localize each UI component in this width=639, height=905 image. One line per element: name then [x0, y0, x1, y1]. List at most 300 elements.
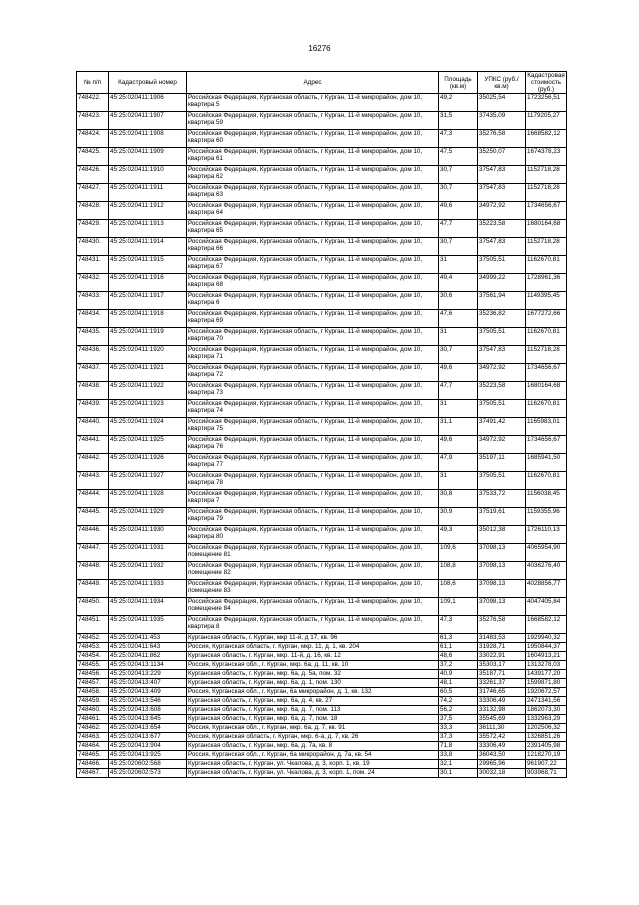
- table-row: [77, 544, 567, 562]
- address: Российская Федерация, Курганская область, г Курган, 11-й микрорайон, дом 10, квартира 60: [187, 130, 439, 148]
- cadastral-number: 45:25:020413:608: [109, 706, 187, 715]
- row-number: 748429.: [77, 220, 109, 238]
- upks: 37505,51: [478, 472, 526, 490]
- cadastral-value: 4028856,77: [526, 580, 567, 598]
- address: Россия, Курганская обл., г. Курган, 6а микрорайон, д. 1, кв. 132: [187, 688, 439, 697]
- cadastral-value: 1599871,80: [526, 679, 567, 688]
- cadastral-value: 1326851,26: [526, 733, 567, 742]
- row-number: 748441.: [77, 436, 109, 454]
- row-number: 748462.: [77, 724, 109, 733]
- table-row: [77, 238, 567, 256]
- row-number: 748434.: [77, 310, 109, 328]
- row-number: 748424.: [77, 130, 109, 148]
- address: Россия, Курганская обл., г. Курган, мкр. 6а, д. 11, кв. 10: [187, 661, 439, 670]
- area: 47,3: [439, 130, 478, 148]
- upks: 33306,49: [478, 742, 526, 751]
- address: Россия, Курганская область, г. Курган, мкр. 11, д. 1, кв. 204: [187, 643, 439, 652]
- area: 32,1: [439, 760, 478, 769]
- upks: 37505,51: [478, 400, 526, 418]
- area: 47,7: [439, 382, 478, 400]
- area: 47,5: [439, 148, 478, 166]
- address: Российская Федерация, Курганская область, г Курган, 11-й микрорайон, дом 10, квартира 66: [187, 238, 439, 256]
- cadastral-value: 903968,71: [526, 769, 567, 778]
- upks: 37098,13: [478, 544, 526, 562]
- area: 30,7: [439, 238, 478, 256]
- upks: 35276,58: [478, 130, 526, 148]
- row-number: 748427.: [77, 184, 109, 202]
- area: 30,7: [439, 346, 478, 364]
- upks: 37533,72: [478, 490, 526, 508]
- upks: 36043,50: [478, 751, 526, 760]
- cadastral-value: 1726110,13: [526, 526, 567, 544]
- col-header-area: Площадь (кв.м): [439, 72, 478, 94]
- address: Курганская область, г. Курган, мкр. 6а, д. 7а, кв. 8: [187, 742, 439, 751]
- row-number: 748448.: [77, 562, 109, 580]
- upks: 34972,92: [478, 436, 526, 454]
- row-number: 748457.: [77, 679, 109, 688]
- address: Российская Федерация, Курганская область, г Курган, 11-й микрорайон, дом 10, квартира 70: [187, 328, 439, 346]
- address: Российская Федерация, Курганская область, г Курган, 11-й микрорайон, дом 10, квартира 67: [187, 256, 439, 274]
- cadastral-value: 1313278,03: [526, 661, 567, 670]
- address: Российская Федерация, Курганская область, г Курган, 11-й микрорайон, дом 10, квартира 77: [187, 454, 439, 472]
- upks: 35276,58: [478, 616, 526, 634]
- area: 31,5: [439, 112, 478, 130]
- cadastral-number: 45:25:020413:645: [109, 715, 187, 724]
- address: Курганская область, г. Курган, ул. Чкалова, д. 3, корп. 1, кв. 19: [187, 760, 439, 769]
- row-number: 748423.: [77, 112, 109, 130]
- table-row: [77, 580, 567, 598]
- row-number: 748428.: [77, 202, 109, 220]
- table-row: [77, 652, 567, 661]
- row-number: 748447.: [77, 544, 109, 562]
- row-number: 748442.: [77, 454, 109, 472]
- row-number: 748455.: [77, 661, 109, 670]
- upks: 33132,98: [478, 706, 526, 715]
- cadastral-number: 45:25:020411:1927: [109, 472, 187, 490]
- cadastral-number: 45:25:020411:453: [109, 634, 187, 643]
- address: Российская Федерация, Курганская область, г Курган, 11-й микрорайон, дом 10, квартира 59: [187, 112, 439, 130]
- table-row: [77, 472, 567, 490]
- upks: 29965,96: [478, 760, 526, 769]
- address: Российская Федерация, Курганская область, г Курган, 11-й микрорайон, дом 10, помещение 82: [187, 562, 439, 580]
- area: 40,9: [439, 670, 478, 679]
- row-number: 748438.: [77, 382, 109, 400]
- row-number: 748437.: [77, 364, 109, 382]
- table-row: [77, 166, 567, 184]
- cadastral-value: 1668582,12: [526, 130, 567, 148]
- cadastral-number: 45:25:020413:677: [109, 733, 187, 742]
- cadastral-number: 45:25:020411:1935: [109, 616, 187, 634]
- area: 47,3: [439, 616, 478, 634]
- upks: 33261,37: [478, 679, 526, 688]
- cadastral-number: 45:25:020411:643: [109, 643, 187, 652]
- row-number: 748464.: [77, 742, 109, 751]
- row-number: 748450.: [77, 598, 109, 616]
- upks: 35187,71: [478, 670, 526, 679]
- cadastral-value: 1680164,68: [526, 382, 567, 400]
- address: Российская Федерация, Курганская область, г Курган, 11-й микрорайон, дом 10, квартира 68: [187, 274, 439, 292]
- address: Российская Федерация, Курганская область, г Курган, 11-й микрорайон, дом 10, квартира 80: [187, 526, 439, 544]
- table-header-row: [77, 72, 567, 94]
- row-number: 748452.: [77, 634, 109, 643]
- row-number: 748439.: [77, 400, 109, 418]
- cadastral-value: 1159355,96: [526, 508, 567, 526]
- address: Российская Федерация, Курганская область, г Курган, 11-й микрорайон, дом 10, квартира 63: [187, 184, 439, 202]
- upks: 37519,61: [478, 508, 526, 526]
- cadastral-value: 1162670,81: [526, 400, 567, 418]
- row-number: 748445.: [77, 508, 109, 526]
- upks: 37547,83: [478, 166, 526, 184]
- area: 31: [439, 472, 478, 490]
- cadastral-number: 45:25:020411:1928: [109, 490, 187, 508]
- cadastral-value: 1162670,81: [526, 472, 567, 490]
- table-row: [77, 220, 567, 238]
- cadastral-value: 1152718,28: [526, 346, 567, 364]
- cadastral-number: 45:25:020411:1926: [109, 454, 187, 472]
- address: Российская Федерация, Курганская область, г Курган, 11-й микрорайон, дом 10, квартира 6: [187, 292, 439, 310]
- row-number: 748449.: [77, 580, 109, 598]
- table-row: [77, 130, 567, 148]
- upks: 35236,82: [478, 310, 526, 328]
- cadastral-value: 4065954,90: [526, 544, 567, 562]
- upks: 31483,53: [478, 634, 526, 643]
- col-header-number: № п/п: [77, 72, 109, 94]
- upks: 37547,83: [478, 238, 526, 256]
- address: Российская Федерация, Курганская область, г Курган, 11-й микрорайон, дом 10, квартира 74: [187, 400, 439, 418]
- table-row: [77, 112, 567, 130]
- table-row: [77, 724, 567, 733]
- table-row: [77, 94, 567, 112]
- cadastral-value: 1728961,36: [526, 274, 567, 292]
- row-number: 748426.: [77, 166, 109, 184]
- address: Российская Федерация, Курганская область, г Курган, 11-й микрорайон, дом 10, квартира 79: [187, 508, 439, 526]
- address: Курганская область, г. Курган, мкр 11-й, д 17, кв. 96: [187, 634, 439, 643]
- address: Курганская область, г. Курган, мкр. 6а, д. 7, пом. 113: [187, 706, 439, 715]
- row-number: 748465.: [77, 751, 109, 760]
- row-number: 748433.: [77, 292, 109, 310]
- cadastral-number: 45:25:020413:925: [109, 751, 187, 760]
- address: Российская Федерация, Курганская область, г Курган, 11-й микрорайон, дом 10, квартира 62: [187, 166, 439, 184]
- col-header-upks: УПКС (руб./кв.м): [478, 72, 526, 94]
- upks: 37491,42: [478, 418, 526, 436]
- cadastral-value: 2471341,56: [526, 697, 567, 706]
- row-number: 748432.: [77, 274, 109, 292]
- row-number: 748430.: [77, 238, 109, 256]
- cadastral-value: 1439177,20: [526, 670, 567, 679]
- cadastral-value: 1202506,32: [526, 724, 567, 733]
- cadastral-value: 4036276,40: [526, 562, 567, 580]
- upks: 37547,83: [478, 184, 526, 202]
- cadastral-number: 45:25:020411:1921: [109, 364, 187, 382]
- cadastral-number: 45:25:020411:1913: [109, 220, 187, 238]
- cadastral-value: 1162670,81: [526, 256, 567, 274]
- upks: 34972,92: [478, 202, 526, 220]
- table-row: [77, 202, 567, 220]
- cadastral-number: 45:25:020411:1931: [109, 544, 187, 562]
- table-row: [77, 706, 567, 715]
- area: 49,6: [439, 436, 478, 454]
- address: Российская Федерация, Курганская область, г Курган, 11-й микрорайон, дом 10, квартира 7: [187, 490, 439, 508]
- address: Россия, Курганская обл., г. Курган, 6а микрорайон, д. 7а, кв. 54: [187, 751, 439, 760]
- cadastral-number: 45:25:020411:1923: [109, 400, 187, 418]
- area: 37,5: [439, 715, 478, 724]
- area: 31: [439, 328, 478, 346]
- upks: 37098,13: [478, 562, 526, 580]
- cadastral-number: 45:25:020413:546: [109, 697, 187, 706]
- table-row: [77, 751, 567, 760]
- address: Российская Федерация, Курганская область, г Курган, 11-й микрорайон, дом 10, квартира 61: [187, 148, 439, 166]
- table-row: [77, 688, 567, 697]
- upks: 36111,30: [478, 724, 526, 733]
- upks: 33022,91: [478, 652, 526, 661]
- cadastral-number: 45:25:020411:1925: [109, 436, 187, 454]
- area: 47,9: [439, 454, 478, 472]
- upks: 31928,71: [478, 643, 526, 652]
- table-row: [77, 490, 567, 508]
- address: Российская Федерация, Курганская область, г Курган, 11-й микрорайон, дом 10, квартира 78: [187, 472, 439, 490]
- upks: 37561,94: [478, 292, 526, 310]
- table-row: [77, 310, 567, 328]
- cadastral-value: 1723256,51: [526, 94, 567, 112]
- upks: 37098,13: [478, 580, 526, 598]
- row-number: 748453.: [77, 643, 109, 652]
- cadastral-value: 1674378,23: [526, 148, 567, 166]
- row-number: 748431.: [77, 256, 109, 274]
- cadastral-value: 1929940,32: [526, 634, 567, 643]
- cadastral-number: 45:25:020411:1915: [109, 256, 187, 274]
- address: Российская Федерация, Курганская область, г Курган, 11-й микрорайон, дом 10, квартира 5: [187, 94, 439, 112]
- address: Российская Федерация, Курганская область, г Курган, 11-й микрорайон, дом 10, квартира 75: [187, 418, 439, 436]
- cadastral-value: 1152718,28: [526, 184, 567, 202]
- cadastral-value: 1677272,66: [526, 310, 567, 328]
- table-row: [77, 634, 567, 643]
- row-number: 748440.: [77, 418, 109, 436]
- upks: 35223,58: [478, 220, 526, 238]
- table-row: [77, 148, 567, 166]
- row-number: 748446.: [77, 526, 109, 544]
- row-number: 748467.: [77, 769, 109, 778]
- area: 31: [439, 400, 478, 418]
- upks: 37547,83: [478, 346, 526, 364]
- cadastral-number: 45:25:020411:1919: [109, 328, 187, 346]
- area: 30,9: [439, 508, 478, 526]
- address: Россия, Курганская обл., г. Курган, мкр. 6а, д. 7, кв. 91: [187, 724, 439, 733]
- upks: 35303,17: [478, 661, 526, 670]
- address: Курганская область, г. Курган, мкр. 11-й, д. 16, кв. 12: [187, 652, 439, 661]
- table-row: [77, 679, 567, 688]
- area: 33,3: [439, 724, 478, 733]
- cadastral-value: 1332963,29: [526, 715, 567, 724]
- upks: 33306,49: [478, 697, 526, 706]
- area: 61,3: [439, 634, 478, 643]
- cadastral-number: 45:25:020411:1918: [109, 310, 187, 328]
- area: 37,3: [439, 733, 478, 742]
- cadastral-value: 1734656,67: [526, 364, 567, 382]
- area: 108,6: [439, 580, 478, 598]
- cadastral-number: 45:25:020602:573: [109, 769, 187, 778]
- cadastral-number: 45:25:020411:1924: [109, 418, 187, 436]
- row-number: 748466.: [77, 760, 109, 769]
- cadastral-number: 45:25:020413:409: [109, 688, 187, 697]
- table-row: [77, 715, 567, 724]
- col-header-cadastral: Кадастровый номер: [109, 72, 187, 94]
- row-number: 748454.: [77, 652, 109, 661]
- area: 31: [439, 256, 478, 274]
- address: Российская Федерация, Курганская область, г Курган, 11-й микрорайон, дом 10, помещение 83: [187, 580, 439, 598]
- cadastral-value: 1685941,50: [526, 454, 567, 472]
- page-number: 16276: [308, 44, 331, 53]
- table-row: [77, 562, 567, 580]
- cadastral-number: 45:25:020411:1910: [109, 166, 187, 184]
- area: 49,2: [439, 94, 478, 112]
- row-number: 748435.: [77, 328, 109, 346]
- row-number: 748436.: [77, 346, 109, 364]
- table-row: [77, 733, 567, 742]
- cadastral-number: 45:25:020411:1920: [109, 346, 187, 364]
- table-row: [77, 418, 567, 436]
- cadastral-value: 1156038,45: [526, 490, 567, 508]
- area: 30,7: [439, 184, 478, 202]
- table-row: [77, 274, 567, 292]
- area: 47,7: [439, 220, 478, 238]
- cadastral-number: 45:25:020602:568: [109, 760, 187, 769]
- cadastral-value: 1950844,37: [526, 643, 567, 652]
- cadastral-value: 4047405,84: [526, 598, 567, 616]
- area: 56,2: [439, 706, 478, 715]
- table-row: [77, 742, 567, 751]
- row-number: 748444.: [77, 490, 109, 508]
- cadastral-value: 1734656,67: [526, 202, 567, 220]
- address: Курганская область, г. Курган, мкр. 6а, д. 5а, пом. 32: [187, 670, 439, 679]
- address: Российская Федерация, Курганская область, г Курган, 11-й микрорайон, дом 10, квартира 72: [187, 364, 439, 382]
- cadastral-number: 45:25:020411:1929: [109, 508, 187, 526]
- cadastral-number: 45:25:020411:1934: [109, 598, 187, 616]
- table-row: [77, 346, 567, 364]
- area: 74,2: [439, 697, 478, 706]
- cadastral-number: 45:25:020411:1932: [109, 562, 187, 580]
- area: 33,8: [439, 751, 478, 760]
- area: 48,1: [439, 679, 478, 688]
- cadastral-number: 45:25:020411:1909: [109, 148, 187, 166]
- cadastral-value: 1149395,45: [526, 292, 567, 310]
- upks: 37435,09: [478, 112, 526, 130]
- table-row: [77, 760, 567, 769]
- address: Курганская область, г. Курган, мкр. 6а, д. 7, пом. 18: [187, 715, 439, 724]
- area: 71,8: [439, 742, 478, 751]
- address: Россия, Курганская область, г. Курган, мкр. 6-а, д. 7, кв. 26: [187, 733, 439, 742]
- address: Российская Федерация, Курганская область, г Курган, 11-й микрорайон, дом 10, квартира 69: [187, 310, 439, 328]
- address: Российская Федерация, Курганская область, г Курган, 11-й микрорайон, дом 10, квартира 8: [187, 616, 439, 634]
- table-row: [77, 328, 567, 346]
- address: Российская Федерация, Курганская область, г Курган, 11-й микрорайон, дом 10, квартира 73: [187, 382, 439, 400]
- row-number: 748443.: [77, 472, 109, 490]
- table-row: [77, 508, 567, 526]
- upks: 34972,92: [478, 364, 526, 382]
- cadastral-number: 45:25:020413:654: [109, 724, 187, 733]
- upks: 35223,58: [478, 382, 526, 400]
- upks: 37505,51: [478, 256, 526, 274]
- area: 109,1: [439, 598, 478, 616]
- row-number: 748458.: [77, 688, 109, 697]
- area: 49,6: [439, 364, 478, 382]
- table-row: [77, 454, 567, 472]
- address: Курганская область, г. Курган, мкр. 6а, д. 4, кв. 27: [187, 697, 439, 706]
- cadastral-number: 45:25:020411:1912: [109, 202, 187, 220]
- upks: 30032,18: [478, 769, 526, 778]
- address: Российская Федерация, Курганская область, г Курган, 11-й микрорайон, дом 10, квартира 76: [187, 436, 439, 454]
- address: Российская Федерация, Курганская область, г Курган, 11-й микрорайон, дом 10, квартира 64: [187, 202, 439, 220]
- cadastral-number: 45:25:020411:1922: [109, 382, 187, 400]
- area: 109,6: [439, 544, 478, 562]
- upks: 31746,65: [478, 688, 526, 697]
- table-row: [77, 769, 567, 778]
- cadastral-value: 1734656,67: [526, 436, 567, 454]
- cadastral-number: 45:25:020411:1911: [109, 184, 187, 202]
- area: 108,8: [439, 562, 478, 580]
- upks: 35025,54: [478, 94, 526, 112]
- area: 49,4: [439, 274, 478, 292]
- row-number: 748459.: [77, 697, 109, 706]
- area: 30,8: [439, 490, 478, 508]
- table-row: [77, 697, 567, 706]
- cadastral-value: 1680164,68: [526, 220, 567, 238]
- cadastral-number: 45:25:020411:862: [109, 652, 187, 661]
- cadastral-value: 1668582,12: [526, 616, 567, 634]
- address: Курганская область, г. Курган, ул. Чкалова, д. 3, корп. 1, пом. 24: [187, 769, 439, 778]
- col-header-address: Адрес: [187, 72, 439, 94]
- table-row: [77, 436, 567, 454]
- upks: 34999,22: [478, 274, 526, 292]
- area: 30,1: [439, 769, 478, 778]
- row-number: 748456.: [77, 670, 109, 679]
- row-number: 748422.: [77, 94, 109, 112]
- cadastral-value: 1152718,28: [526, 166, 567, 184]
- cadastral-number: 45:25:020413:229: [109, 670, 187, 679]
- row-number: 748463.: [77, 733, 109, 742]
- upks: 35545,69: [478, 715, 526, 724]
- area: 47,6: [439, 310, 478, 328]
- cadastral-value: 1152718,28: [526, 238, 567, 256]
- cadastral-number: 45:25:020413:904: [109, 742, 187, 751]
- cadastral-value: 961907,22: [526, 760, 567, 769]
- upks: 35012,38: [478, 526, 526, 544]
- address: Российская Федерация, Курганская область, г Курган, 11-й микрорайон, дом 10, квартира 71: [187, 346, 439, 364]
- cadastral-number: 45:25:020413:1134: [109, 661, 187, 670]
- area: 61,1: [439, 643, 478, 652]
- upks: 35572,42: [478, 733, 526, 742]
- table-row: [77, 598, 567, 616]
- table-row: [77, 616, 567, 634]
- table-row: [77, 670, 567, 679]
- address: Российская Федерация, Курганская область, г Курган, 11-й микрорайон, дом 10, помещение 84: [187, 598, 439, 616]
- upks: 37098,13: [478, 598, 526, 616]
- table-row: [77, 526, 567, 544]
- address: Курганская область, г. Курган, мкр. 6а, д. 1, пом. 130: [187, 679, 439, 688]
- area: 49,3: [439, 526, 478, 544]
- row-number: 748461.: [77, 715, 109, 724]
- table-row: [77, 382, 567, 400]
- row-number: 748460.: [77, 706, 109, 715]
- cadastral-value: 1179205,27: [526, 112, 567, 130]
- cadastral-number: 45:25:020411:1930: [109, 526, 187, 544]
- table-row: [77, 661, 567, 670]
- cadastral-number: 45:25:020411:1917: [109, 292, 187, 310]
- cadastral-value: 1862073,30: [526, 706, 567, 715]
- cadastral-value: 1604913,21: [526, 652, 567, 661]
- row-number: 748451.: [77, 616, 109, 634]
- area: 49,6: [439, 202, 478, 220]
- upks: 35197,11: [478, 454, 526, 472]
